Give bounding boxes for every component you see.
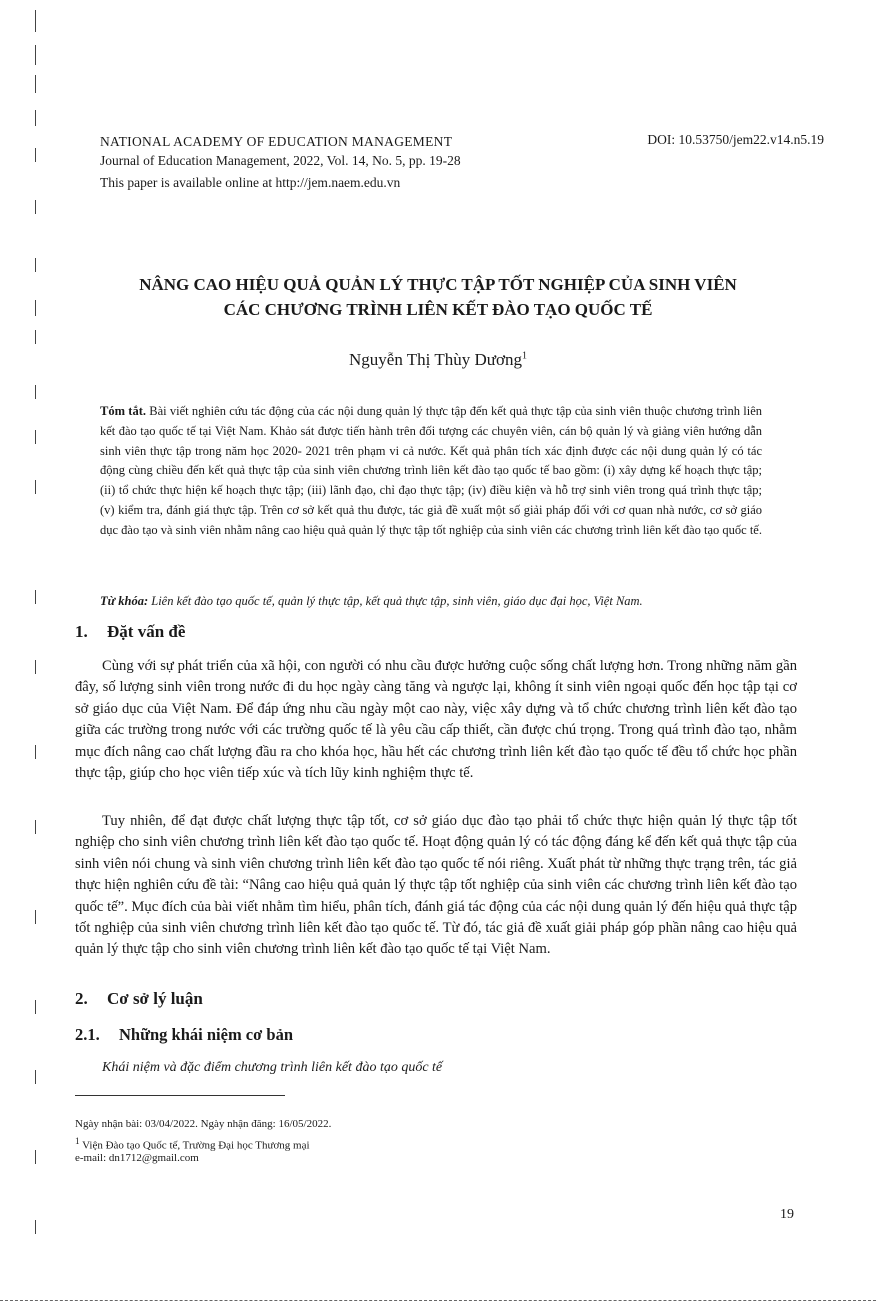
paragraph: Tuy nhiên, để đạt được chất lượng thực tập tốt, cơ sở giáo dục đào tạo phải tổ chức thực hiện quản lý thực tập tốt nghiệp cho sinh viên chương trình liên kết đào tạo quốc tế. Hoạt động quản lý có tác động đáng kể đến kết quả thực tập của sinh viên nói chung và sinh viên chương trình liên kết đào tạo quốc tế nói riêng. Xuất phát từ những thực trạng trên, tác giả thực hiện nghiên cứu đề tài: “Nâng cao hiệu quả quản lý thực tập tốt nghiệp của sinh viên các chương trình liên kết đào tạo quốc tế”. Mục đích của bài viết nhằm tìm hiểu, phân tích, đánh giá tác động của các nội dung quản lý đến hiệu quả thực tập tốt nghiệp của sinh viên chương trình liên kết đào tạo quốc tế. Từ đó, tác giả đề xuất giải pháp góp phần nâng cao hiệu quả quản lý thực tập cho sinh viên chương trình liên kết đào tạo quốc tế tại Việt Nam. (75, 813, 797, 958)
subsection-italic-heading: Khái niệm và đặc điểm chương trình liên kết đào tạo quốc tế (102, 1060, 443, 1075)
doi: DOI: 10.53750/jem22.v14.n5.19 (647, 132, 824, 147)
scan-edge-mark (35, 258, 36, 272)
scan-edge-mark (35, 480, 36, 494)
subsection-title: Những khái niệm cơ bản (119, 1025, 293, 1044)
scan-edge-mark (35, 430, 36, 444)
page-number: 19 (780, 1207, 794, 1222)
scan-edge-mark (35, 1070, 36, 1084)
scan-edge-mark (35, 300, 36, 316)
scan-edge-mark (35, 660, 36, 674)
journal-citation: Journal of Education Management, 2022, Vol. 14, No. 5, pp. 19-28 (100, 153, 461, 168)
scan-edge-mark (35, 200, 36, 214)
scan-edge-mark (35, 590, 36, 604)
footnote-marker: 1 (75, 1136, 80, 1146)
paper-title (80, 272, 796, 322)
paper-title-line-2: CÁC CHƯƠNG TRÌNH LIÊN KẾT ĐÀO TẠO QUỐC TẾ (223, 300, 653, 319)
section-heading-1 (75, 622, 185, 642)
scan-edge-mark (35, 45, 36, 65)
scan-edge-mark (35, 148, 36, 162)
author-affiliation-marker: 1 (521, 350, 527, 362)
scan-edge-mark (35, 1000, 36, 1014)
abstract (100, 402, 762, 541)
subsection-heading-2-1 (75, 1025, 293, 1045)
keywords (100, 594, 780, 609)
section-title: Cơ sở lý luận (107, 989, 203, 1008)
footnote-rule (75, 1095, 285, 1096)
footnote-email: e-mail: dn1712@gmail.com (75, 1152, 199, 1164)
section-title: Đặt vấn đề (107, 622, 186, 641)
scan-edge-mark (35, 745, 36, 759)
footnote-dates: Ngày nhận bài: 03/04/2022. Ngày nhận đăng: 16/05/2022. (75, 1118, 332, 1130)
section-number: 1. (75, 622, 88, 641)
author-name: Nguyễn Thị Thùy Dương (349, 350, 522, 369)
footnote-affiliation-text: Viện Đào tạo Quốc tế, Trường Đại học Thương mại (79, 1139, 310, 1152)
subsection-number: 2.1. (75, 1025, 100, 1044)
author (80, 350, 796, 370)
keywords-label: Từ khóa: (100, 594, 149, 608)
online-availability: This paper is available online at http://jem.naem.edu.vn (100, 175, 401, 190)
scan-edge-mark (35, 910, 36, 924)
scan-edge-mark (35, 330, 36, 344)
paper-title-line-1: NÂNG CAO HIỆU QUẢ QUẢN LÝ THỰC TẬP TỐT NGHIỆP CỦA SINH VIÊN (139, 275, 737, 294)
page-bottom-edge (0, 1300, 876, 1301)
scan-edge-mark (35, 110, 36, 126)
keywords-text: Liên kết đào tạo quốc tế, quản lý thực tập, kết quả thực tập, sinh viên, giáo dục đại học, Việt Nam. (148, 594, 643, 608)
scan-edge-mark (35, 75, 36, 93)
scan-edge-mark (35, 1220, 36, 1234)
scan-edge-mark (35, 820, 36, 834)
section-heading-2 (75, 989, 203, 1009)
section-number: 2. (75, 989, 88, 1008)
scan-edge-mark (35, 1150, 36, 1164)
paragraph: Cùng với sự phát triển của xã hội, con người có nhu cầu được hưởng cuộc sống chất lượng hơn. Trong những năm gần đây, số lượng sinh viên trong nước đi du học ngày càng tăng và ngược lại, không ít sinh viên ngoại quốc đến học tập tại cơ sở giáo dục của Việt Nam. Để đáp ứng nhu cầu ngày một cao này, việc xây dựng và tổ chức chương trình liên kết đào tạo giữa các trường trong nước với các trường quốc tế là yêu cầu cấp thiết, cần được chú trọng. Trong quá trình đào tạo, nhằm mục đích nâng cao chất lượng đầu ra cho khóa học, hầu hết các chương trình liên kết đào tạo quốc tế đều tổ chức học phần thực tập, giúp cho học viên tiếp xúc và tích lũy kinh nghiệm thực tế. (75, 658, 797, 782)
abstract-label: Tóm tắt. (100, 404, 146, 418)
abstract-text: Bài viết nghiên cứu tác động của các nội dung quản lý thực tập đến kết quả thực tập của sinh viên thuộc chương trình liên kết đào tạo quốc tế tại Việt Nam. Khảo sát được tiến hành trên đối tượng các chuyên viên, cán bộ quản lý và giảng viên hướng dẫn sinh viên thực tập trong năm học 2020- 2021 trên phạm vi cả nước. Kết quả phân tích xác định được các nội dung quản lý có tác động cùng chiều đến kết quả thực tập của sinh viên chương trình liên kết đào tạo quốc tế bao gồm: (i) xây dựng kế hoạch thực tập; (ii) tổ chức thực hiện kế hoạch thực tập; (iii) lãnh đạo, chỉ đạo thực tập; (iv) điều kiện và hỗ trợ sinh viên trong quá trình thực tập; (v) kiểm tra, đánh giá thực tập. Trên cơ sở kết quả thu được, tác giả đề xuất một số giải pháp đối với cơ quan nhà nước, cơ sở giáo dục đào tạo và sinh viên nhằm nâng cao hiệu quả quản lý thực tập tốt nghiệp của sinh viên các chương trình liên kết đào tạo quốc tế. (100, 404, 762, 537)
scan-edge-mark (35, 10, 36, 32)
scan-edge-mark (35, 385, 36, 399)
institution-name: NATIONAL ACADEMY OF EDUCATION MANAGEMENT (100, 134, 453, 149)
